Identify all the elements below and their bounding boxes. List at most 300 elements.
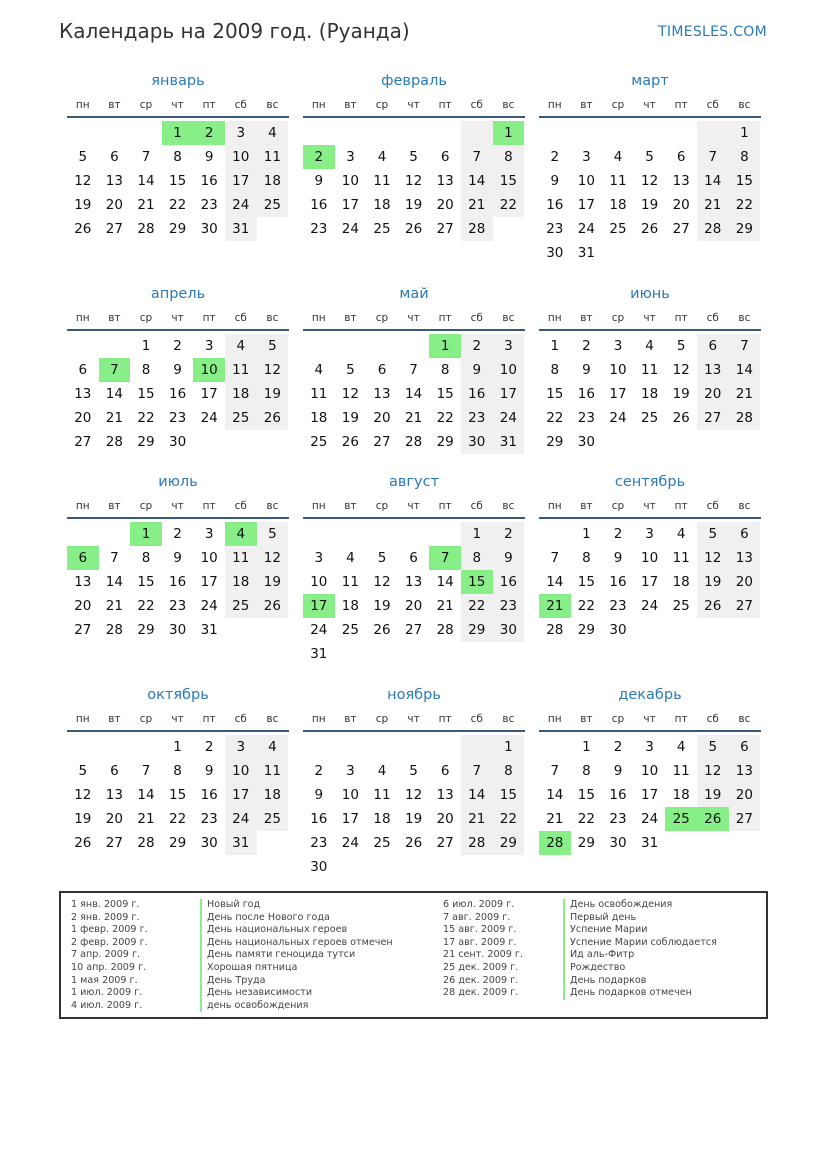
day-cell: 28 <box>461 217 493 241</box>
weekday-label: вс <box>738 99 751 111</box>
weekday-label: сб <box>706 99 719 111</box>
day-cell: 8 <box>493 145 525 169</box>
legend-names-col-1 <box>200 899 393 1012</box>
day-cell: 11 <box>640 362 659 378</box>
weekday-label: сб <box>706 500 719 512</box>
weekday-label: ср <box>139 713 153 725</box>
day-cell: 20 <box>105 197 123 213</box>
day-cell: 6 <box>440 149 450 165</box>
day-cell: 13 <box>436 173 454 189</box>
day-cell: 2 <box>314 763 324 779</box>
legend-date: 1 июл. 2009 г. <box>71 987 143 999</box>
legend-holiday-name: Новый год <box>200 899 393 912</box>
day-cell: 22 <box>493 193 525 217</box>
weekday-header <box>67 311 289 331</box>
day-cell: 2 <box>550 149 560 165</box>
day-cell: 15 <box>137 386 155 402</box>
day-cell: 8 <box>550 362 560 378</box>
legend-holiday-name: День Труда <box>200 975 393 988</box>
weekday-label: пт <box>674 500 688 512</box>
legend-holiday-name: Первый день <box>563 912 717 925</box>
weekday-label: вт <box>344 99 357 111</box>
day-cell: 19 <box>404 811 423 827</box>
weekday-header <box>67 499 289 519</box>
day-cell: 13 <box>105 173 123 189</box>
day-cell: 26 <box>74 221 92 237</box>
weekday-label: вс <box>738 312 751 324</box>
day-cell: 15 <box>137 574 155 590</box>
day-cell: 26 <box>257 594 289 618</box>
day-cell: 16 <box>168 574 187 590</box>
day-cell: 1 <box>582 526 591 542</box>
day-cell: 12 <box>640 173 659 189</box>
legend-holiday-name: Хорошая пятница <box>200 962 393 975</box>
empty-cell <box>539 522 571 546</box>
day-cell: 26 <box>640 221 659 237</box>
day-cell: 24 <box>609 410 627 426</box>
day-cell: 13 <box>729 546 761 570</box>
weekday-label: ср <box>611 99 625 111</box>
day-cell: 10 <box>609 362 627 378</box>
weekday-label: сб <box>470 713 483 725</box>
empty-cell <box>130 121 162 145</box>
day-cell: 17 <box>493 382 525 406</box>
month-name: январь <box>151 73 205 89</box>
day-cell: 21 <box>137 811 155 827</box>
day-cell: 27 <box>373 434 391 450</box>
legend-date: 2 февр. 2009 г. <box>71 936 148 948</box>
day-cell: 7 <box>110 550 119 566</box>
day-cell: 17 <box>609 386 627 402</box>
day-grid <box>67 334 289 454</box>
month-block <box>303 473 525 666</box>
day-cell: 31 <box>493 430 525 454</box>
day-cell: 17 <box>341 811 359 827</box>
empty-cell <box>67 735 99 759</box>
month-name: июнь <box>630 286 670 302</box>
legend-holiday-name: День после Нового года <box>200 912 393 925</box>
day-cell: 20 <box>436 197 454 213</box>
day-cell: 3 <box>225 735 257 759</box>
day-cell: 2 <box>204 739 214 755</box>
day-cell: 18 <box>672 574 690 590</box>
day-cell: 3 <box>493 334 525 358</box>
day-cell: 12 <box>697 759 729 783</box>
day-cell: 15 <box>168 173 187 189</box>
day-cell: 10 <box>493 358 525 382</box>
day-cell: 18 <box>373 811 391 827</box>
day-cell: 29 <box>461 618 493 642</box>
day-cell: 29 <box>493 831 525 855</box>
day-cell: 22 <box>168 197 187 213</box>
day-cell: 11 <box>373 173 391 189</box>
day-cell: 28 <box>105 434 123 450</box>
day-cell: 17 <box>225 169 257 193</box>
day-cell: 24 <box>341 221 359 237</box>
day-cell: 5 <box>409 763 418 779</box>
month-block <box>539 72 761 265</box>
legend-holiday-name: Успение Марии соблюдается <box>563 937 717 950</box>
day-cell: 1 <box>141 338 151 354</box>
empty-cell <box>67 522 99 546</box>
day-cell: 29 <box>137 622 155 638</box>
holiday-day-cell: 1 <box>162 121 194 145</box>
day-cell: 17 <box>640 574 659 590</box>
day-cell: 20 <box>436 811 454 827</box>
legend-dates-col-2 <box>443 899 523 1000</box>
weekday-label: вт <box>108 500 121 512</box>
weekday-label: пн <box>547 99 562 111</box>
day-cell: 16 <box>493 570 525 594</box>
empty-cell <box>67 121 99 145</box>
weekday-label: ср <box>139 312 153 324</box>
day-cell: 16 <box>200 787 218 803</box>
day-cell: 8 <box>141 550 151 566</box>
month-block <box>303 72 525 241</box>
empty-cell <box>366 121 398 145</box>
day-cell: 25 <box>373 221 391 237</box>
weekday-label: чт <box>407 312 420 324</box>
legend-date: 1 мая 2009 г. <box>71 974 138 986</box>
empty-cell <box>67 334 99 358</box>
day-cell: 16 <box>310 197 328 213</box>
day-grid <box>67 522 289 642</box>
day-cell: 18 <box>341 598 359 614</box>
empty-cell <box>303 735 335 759</box>
day-cell: 7 <box>550 550 560 566</box>
weekday-label: пн <box>311 99 326 111</box>
weekday-label: пт <box>438 99 452 111</box>
day-cell: 21 <box>436 598 454 614</box>
weekday-label: пт <box>438 713 452 725</box>
day-cell: 30 <box>493 618 525 642</box>
day-cell: 14 <box>729 358 761 382</box>
day-cell: 26 <box>74 835 92 851</box>
day-cell: 30 <box>577 434 595 450</box>
empty-cell <box>335 121 367 145</box>
day-cell: 28 <box>546 622 564 638</box>
month-name: октябрь <box>147 687 209 703</box>
day-cell: 19 <box>697 783 729 807</box>
day-cell: 21 <box>461 193 493 217</box>
weekday-header <box>303 98 525 118</box>
day-cell: 5 <box>257 334 289 358</box>
empty-cell <box>303 334 335 358</box>
month-block <box>67 285 289 454</box>
day-cell: 28 <box>137 221 155 237</box>
weekday-label: пн <box>311 500 326 512</box>
day-cell: 22 <box>137 410 155 426</box>
day-cell: 6 <box>676 149 686 165</box>
day-cell: 16 <box>168 386 187 402</box>
weekday-label: сб <box>470 500 483 512</box>
holiday-day-cell: 10 <box>193 358 225 382</box>
day-cell: 28 <box>729 406 761 430</box>
day-cell: 14 <box>436 574 454 590</box>
day-cell: 18 <box>310 410 328 426</box>
day-cell: 10 <box>200 550 218 566</box>
empty-cell <box>398 121 430 145</box>
day-cell: 27 <box>436 835 454 851</box>
day-cell: 14 <box>546 787 564 803</box>
weekday-header <box>67 712 289 732</box>
day-cell: 20 <box>74 410 92 426</box>
day-cell: 9 <box>461 358 493 382</box>
day-cell: 3 <box>645 739 654 755</box>
day-cell: 4 <box>377 149 387 165</box>
legend-date: 2 янв. 2009 г. <box>71 911 140 923</box>
day-cell: 5 <box>697 522 729 546</box>
day-cell: 5 <box>257 522 289 546</box>
weekday-label: вс <box>266 99 279 111</box>
legend-holiday-name: День независимости <box>200 987 393 1000</box>
day-cell: 12 <box>697 546 729 570</box>
day-cell: 3 <box>346 763 355 779</box>
day-cell: 2 <box>173 338 182 354</box>
day-cell: 14 <box>137 173 155 189</box>
day-cell: 25 <box>640 410 659 426</box>
holiday-day-cell: 2 <box>193 121 225 145</box>
weekday-header <box>539 311 761 331</box>
day-cell: 6 <box>110 149 119 165</box>
holiday-day-cell: 15 <box>461 570 493 594</box>
day-cell: 18 <box>225 570 257 594</box>
day-cell: 12 <box>404 787 423 803</box>
day-cell: 27 <box>404 622 423 638</box>
day-cell: 16 <box>310 811 328 827</box>
day-cell: 24 <box>200 410 218 426</box>
legend-date: 25 дек. 2009 г. <box>443 961 519 973</box>
day-cell: 19 <box>640 197 659 213</box>
day-cell: 31 <box>200 622 218 638</box>
day-cell: 26 <box>404 835 423 851</box>
weekday-label: пт <box>438 500 452 512</box>
day-cell: 2 <box>173 526 182 542</box>
day-cell: 21 <box>105 410 123 426</box>
month-name: февраль <box>381 73 447 89</box>
weekday-label: вт <box>108 713 121 725</box>
day-cell: 3 <box>225 121 257 145</box>
day-cell: 2 <box>582 338 591 354</box>
day-cell: 22 <box>168 811 187 827</box>
weekday-label: сб <box>470 99 483 111</box>
day-cell: 6 <box>377 362 387 378</box>
day-cell: 31 <box>225 831 257 855</box>
day-cell: 31 <box>640 835 659 851</box>
day-cell: 1 <box>729 121 761 145</box>
month-name: сентябрь <box>614 474 686 490</box>
legend-date: 17 авг. 2009 г. <box>443 936 517 948</box>
day-cell: 27 <box>729 594 761 618</box>
day-cell: 26 <box>341 434 359 450</box>
day-cell: 19 <box>257 382 289 406</box>
day-cell: 8 <box>141 362 151 378</box>
day-cell: 11 <box>373 787 391 803</box>
day-cell: 19 <box>373 598 391 614</box>
weekday-label: пт <box>674 713 688 725</box>
holiday-day-cell: 1 <box>130 522 162 546</box>
day-cell: 18 <box>640 386 659 402</box>
holiday-day-cell: 6 <box>67 546 99 570</box>
day-grid <box>539 522 761 642</box>
day-grid <box>303 121 525 241</box>
empty-cell <box>398 334 430 358</box>
day-cell: 24 <box>225 807 257 831</box>
legend-dates-col-1 <box>71 899 148 1012</box>
weekday-label: ср <box>611 500 625 512</box>
weekday-label: сб <box>234 99 247 111</box>
weekday-label: чт <box>171 500 184 512</box>
day-grid <box>67 735 289 855</box>
empty-cell <box>99 735 131 759</box>
brand-link[interactable]: TIMESLES.COM <box>658 24 767 40</box>
holiday-day-cell: 21 <box>539 594 571 618</box>
day-cell: 21 <box>105 598 123 614</box>
day-cell: 30 <box>200 835 218 851</box>
weekday-label: чт <box>407 99 420 111</box>
weekday-label: вс <box>266 312 279 324</box>
empty-cell <box>99 121 131 145</box>
day-cell: 29 <box>436 434 454 450</box>
day-grid <box>539 121 761 265</box>
day-cell: 3 <box>346 149 355 165</box>
month-block <box>303 686 525 879</box>
day-cell: 8 <box>582 550 591 566</box>
day-cell: 4 <box>346 550 355 566</box>
day-cell: 22 <box>436 410 454 426</box>
empty-cell <box>398 735 430 759</box>
weekday-label: ср <box>375 500 389 512</box>
weekday-header <box>67 98 289 118</box>
day-cell: 26 <box>404 221 423 237</box>
empty-cell <box>429 735 461 759</box>
day-cell: 23 <box>609 598 627 614</box>
day-cell: 25 <box>341 622 359 638</box>
day-cell: 14 <box>105 574 123 590</box>
day-cell: 8 <box>582 763 591 779</box>
day-cell: 17 <box>640 787 659 803</box>
day-cell: 29 <box>729 217 761 241</box>
day-cell: 18 <box>225 382 257 406</box>
day-cell: 22 <box>137 598 155 614</box>
day-cell: 16 <box>200 173 218 189</box>
page-title: Календарь на 2009 год. (Руанда) <box>59 19 410 43</box>
weekday-header <box>539 712 761 732</box>
holiday-day-cell: 4 <box>225 522 257 546</box>
day-cell: 23 <box>461 406 493 430</box>
day-cell: 7 <box>697 145 729 169</box>
holiday-day-cell: 7 <box>429 546 461 570</box>
day-cell: 5 <box>409 149 418 165</box>
day-cell: 13 <box>74 386 92 402</box>
day-cell: 6 <box>729 735 761 759</box>
day-cell: 15 <box>493 169 525 193</box>
month-name: июль <box>158 474 198 490</box>
legend-date: 10 апр. 2009 г. <box>71 961 147 973</box>
day-cell: 14 <box>461 169 493 193</box>
day-cell: 4 <box>257 735 289 759</box>
day-cell: 27 <box>74 434 92 450</box>
day-cell: 23 <box>168 410 187 426</box>
day-cell: 16 <box>546 197 564 213</box>
day-cell: 10 <box>640 550 659 566</box>
day-cell: 14 <box>105 386 123 402</box>
empty-cell <box>303 121 335 145</box>
day-cell: 8 <box>493 759 525 783</box>
day-cell: 7 <box>729 334 761 358</box>
day-cell: 16 <box>609 574 627 590</box>
day-cell: 19 <box>341 410 359 426</box>
weekday-label: пт <box>202 312 216 324</box>
day-cell: 4 <box>613 149 623 165</box>
day-cell: 22 <box>729 193 761 217</box>
weekday-label: вс <box>502 713 515 725</box>
day-cell: 26 <box>373 622 391 638</box>
empty-cell <box>303 522 335 546</box>
weekday-label: ср <box>375 312 389 324</box>
day-cell: 10 <box>341 787 359 803</box>
day-cell: 13 <box>74 574 92 590</box>
legend-date: 15 авг. 2009 г. <box>443 924 517 936</box>
weekday-header <box>303 499 525 519</box>
holiday-day-cell: 26 <box>697 807 729 831</box>
weekday-label: чт <box>171 99 184 111</box>
day-cell: 19 <box>404 197 423 213</box>
day-cell: 19 <box>74 197 92 213</box>
day-cell: 9 <box>204 149 214 165</box>
day-cell: 20 <box>373 410 391 426</box>
day-cell: 15 <box>493 783 525 807</box>
weekday-label: пн <box>311 713 326 725</box>
weekday-header <box>303 311 525 331</box>
day-cell: 21 <box>137 197 155 213</box>
weekday-label: пт <box>202 500 216 512</box>
empty-cell <box>366 735 398 759</box>
day-cell: 30 <box>609 835 627 851</box>
legend-date: 4 июл. 2009 г. <box>71 999 143 1011</box>
day-cell: 4 <box>645 338 654 354</box>
day-cell: 3 <box>314 550 324 566</box>
day-cell: 5 <box>78 149 88 165</box>
day-cell: 31 <box>577 245 595 261</box>
weekday-label: вт <box>108 99 121 111</box>
holiday-legend <box>59 891 768 1019</box>
month-name: март <box>631 73 669 89</box>
day-cell: 31 <box>310 646 328 662</box>
day-cell: 21 <box>404 410 423 426</box>
day-cell: 7 <box>461 145 493 169</box>
day-cell: 8 <box>440 362 450 378</box>
empty-cell <box>366 522 398 546</box>
holiday-day-cell: 1 <box>493 121 525 145</box>
weekday-label: вт <box>344 312 357 324</box>
day-cell: 10 <box>577 173 595 189</box>
holiday-day-cell: 28 <box>539 831 571 855</box>
day-cell: 23 <box>493 594 525 618</box>
day-cell: 13 <box>404 574 423 590</box>
day-grid <box>539 334 761 454</box>
day-cell: 9 <box>204 763 214 779</box>
day-cell: 19 <box>74 811 92 827</box>
day-cell: 11 <box>341 574 359 590</box>
day-cell: 16 <box>609 787 627 803</box>
weekday-label: вт <box>580 713 593 725</box>
empty-cell <box>665 121 697 145</box>
day-cell: 26 <box>672 410 690 426</box>
day-cell: 6 <box>440 763 450 779</box>
day-cell: 5 <box>697 735 729 759</box>
weekday-label: ср <box>611 312 625 324</box>
